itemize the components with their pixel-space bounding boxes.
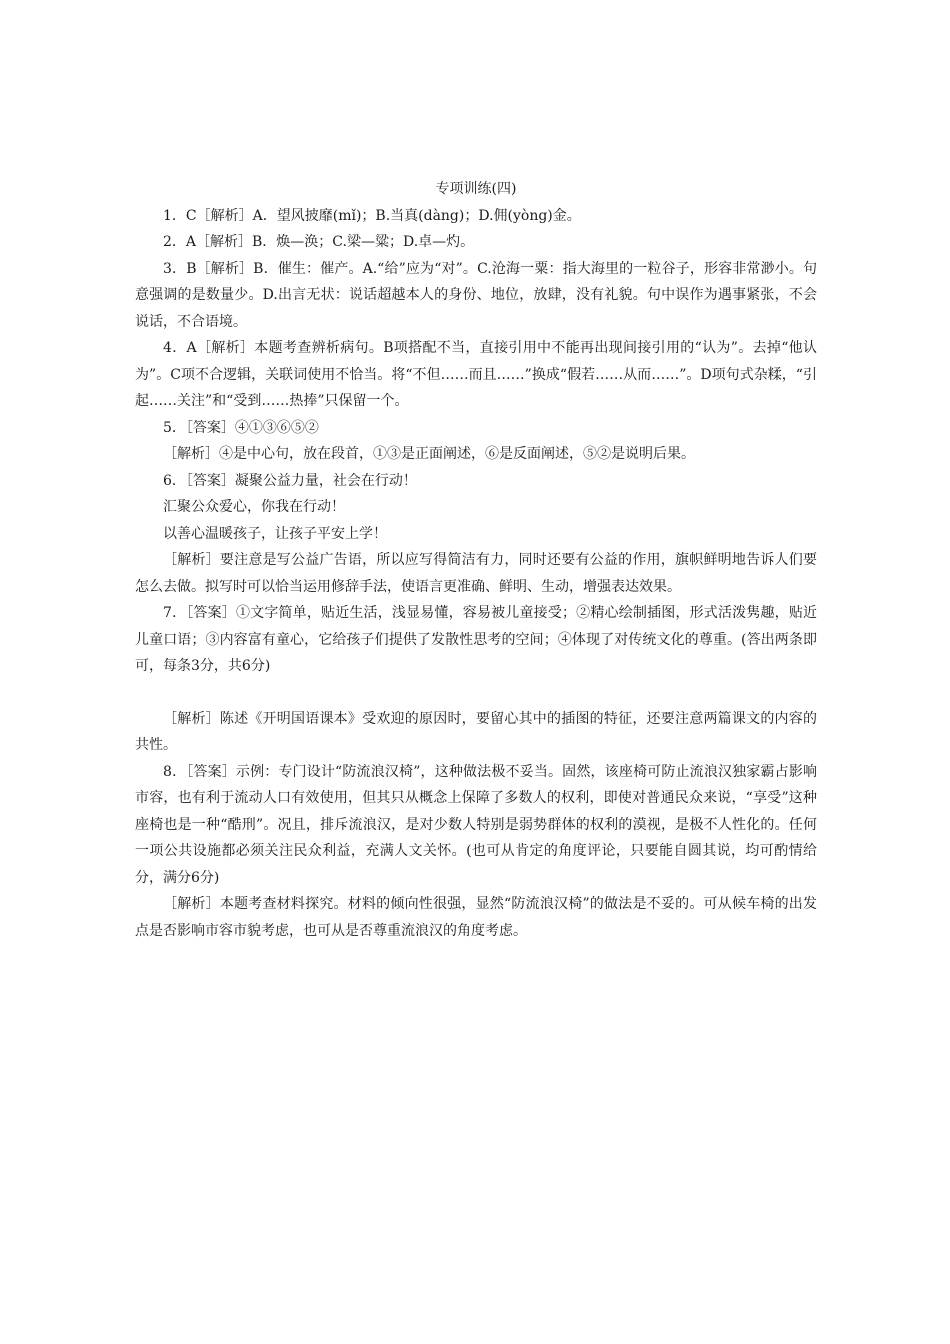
- page-title: 专项训练(四): [435, 181, 517, 197]
- answer-6-line-2: 汇聚公众爱心，你我在行动！: [163, 499, 345, 515]
- analysis-8: ［解析］本题考查材料探究。材料的倾向性很强，显然“防流浪汉椅”的做法是不妥的。可从候车椅的出发点是否影响市容市貌考虑，也可从是否尊重流浪汉的角度考虑。: [135, 896, 817, 939]
- answer-2: 2．A［解析］B．焕—涣；C.梁—粱；D.卓—灼。: [163, 234, 475, 250]
- answer-5: 5．［答案］④①③⑥⑤②: [163, 419, 319, 436]
- answer-8: 8．［答案］示例：专门设计“防流浪汉椅”，这种做法极不妥当。固然，该座椅可防止流浪汉独家霸占影响市容，也有利于流动人口有效使用，但其只从概念上保障了多数人的权利，即使对普通民众来说，“享受”这种座椅也是一种“酷刑”。况且，排斥流浪汉，是对少数人特别是弱势群体的权利的漠视，是极不人性化的。任何一项公共设施都必须关注民众利益，充满人文关怀。(也可从肯定的角度评论，只要能自圆其说，均可酌情给分，满分6分): [135, 763, 817, 886]
- answer-6: 6．［答案］凝聚公益力量，社会在行动！: [163, 472, 417, 489]
- analysis-5: ［解析］④是中心句，放在段首，①③是正面阐述，⑥是反面阐述，⑤②是说明后果。: [163, 446, 695, 462]
- answer-1: 1．C［解析］A．望风披靡(mǐ)；B.当真(dàng)；D.佣(yòng)金。: [163, 207, 581, 224]
- answer-7: 7．［答案］①文字简单，贴近生活，浅显易懂，容易被儿童接受；②精心绘制插图，形式活泼隽趣，贴近儿童口语；③内容富有童心，它给孩子们提供了发散性思考的空间；④体现了对传统文化的尊重。(答出两条即可，每条3分，共6分): [135, 605, 817, 674]
- answer-4: 4．A［解析］本题考查辨析病句。B项搭配不当，直接引用中不能再出现间接引用的“认为”。去掉“他认为”。C项不合逻辑，关联词使用不恰当。将“不但……而且……”换成“假若……从而……”。D项句式杂糅，“引起……关注”和“受到……热捧”只保留一个。: [135, 340, 817, 409]
- answer-6-line-3: 以善心温暖孩子，让孩子平安上学！: [163, 525, 387, 542]
- answer-sheet-page: [135, 176, 817, 944]
- blank-line: [135, 680, 817, 706]
- answer-3: 3．B［解析］B．催生：催产。A.“给”应为“对”。C.沧海一粟：指大海里的一粒谷子，形容非常渺小。句意强调的是数量少。D.出言无状：说话超越本人的身份、地位，放肆，没有礼貌。句中误作为遇事紧张，不会说话，不合语境。: [135, 260, 817, 330]
- analysis-7: ［解析］陈述《开明国语课本》受欢迎的原因时，要留心其中的插图的特征，还要注意两篇课文的内容的共性。: [135, 710, 817, 753]
- analysis-6: ［解析］要注意是写公益广告语，所以应写得简洁有力，同时还要有公益的作用，旗帜鲜明地告诉人们要怎么去做。拟写时可以恰当运用修辞手法，使语言更准确、鲜明、生动，增强表达效果。: [135, 552, 817, 595]
